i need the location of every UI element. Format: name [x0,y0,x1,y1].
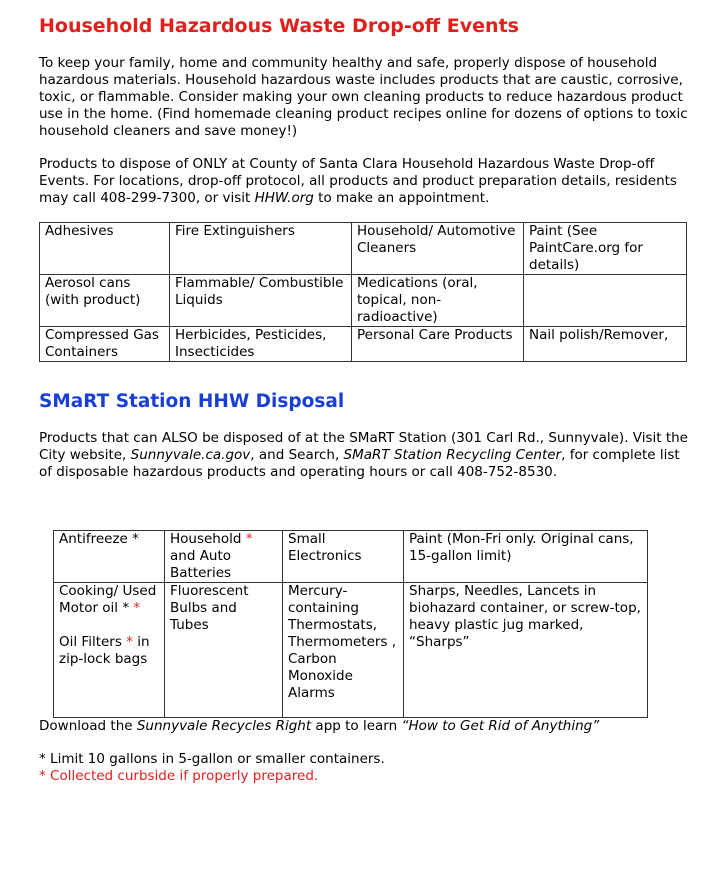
table-cell: Fire Extinguishers [170,223,352,275]
table-cell [54,583,165,718]
table-cell: Flammable/ Combustible Liquids [170,275,352,327]
cell-text: and Auto Batteries [170,548,232,581]
table-cell: Household/ Automotive Cleaners [352,223,524,275]
cell-text: in zip-lock bags [59,634,150,667]
curbside-asterisk: * [133,600,141,616]
cell-text: Household [170,531,242,547]
table-row [54,531,648,583]
table-cell: Fluorescent Bulbs and Tubes [165,583,283,718]
table-row [40,275,687,327]
smart-text: , and Search, [250,447,344,463]
download-line [39,718,599,735]
table-cell: Aerosol cans (with product) [40,275,170,327]
smart-text: , for complete list of disposable hazardous products and operating hours or call 408-752-8530. [39,447,680,480]
table-cell: Antifreeze * [54,531,165,583]
table-cell: Herbicides, Pesticides, Insecticides [170,327,352,362]
curbside-asterisk: * [245,531,253,547]
cell-text: Carbon Monoxide Alarms [288,651,353,701]
cell-text: Oil Filters [59,634,122,650]
table-cell: Paint (Mon-Fri only. Original cans, 15-gallon limit) [404,531,648,583]
download-text: Download the [39,718,137,734]
table-cell: Personal Care Products [352,327,524,362]
app-quote: “How to Get Rid of Anything” [401,718,600,734]
limit-note: * Limit 10 gallons in 5-gallon or smaller containers. [39,751,385,767]
table-row [40,223,687,275]
search-term: SMaRT Station Recycling Center [343,447,562,463]
hhw-events-heading: Household Hazardous Waste Drop-off Events [39,15,519,37]
hhw-products-table [39,222,687,362]
smart-station-heading: SMaRT Station HHW Disposal [39,391,345,412]
table-cell [165,531,283,583]
intro-paragraph: To keep your family, home and community healthy and safe, properly dispose of household hazardous materials. Household hazardous waste includes products that are caustic, corrosive, toxic, or flammable. Consider making your own cleaning products to reduce hazardous product use in the home. (Find homemade cleaning product recipes online for dozens of options to toxic household cleaners and save money!) [39,55,688,139]
curbside-asterisk: * [126,634,133,650]
table-row [54,583,648,718]
table-cell: Medications (oral, topical, non-radioactive) [352,275,524,327]
table-cell [524,275,687,327]
dispose-paragraph [39,156,689,207]
download-text: app to learn [311,718,402,734]
table-cell: Paint (See PaintCare.org for details) [524,223,687,275]
hhw-link[interactable]: HHW.org [254,190,314,206]
smart-text: Products that can ALSO be disposed of at the SMaRT Station (301 Carl Rd., Sunnyvale). Visit the City website, [39,430,688,463]
table-cell: Nail polish/Remover, [524,327,687,362]
table-cell: Adhesives [40,223,170,275]
cell-text: Mercury-containing Thermostats, Thermometers , [288,583,397,650]
table-cell: Small Electronics [283,531,404,583]
dispose-text-end: to make an appointment. [313,190,490,206]
app-name: Sunnyvale Recycles Right [136,718,312,734]
table-cell [283,583,404,718]
dispose-text: Products to dispose of ONLY at County of Santa Clara Household Hazardous Waste Drop-off Events. For locations, drop-off protocol, all products and product preparation details, residents may call 408-299-7300, or visit [39,156,677,206]
table-cell: Compressed Gas Containers [40,327,170,362]
curbside-note: * Collected curbside if properly prepared. [39,768,319,784]
smart-paragraph [39,430,689,481]
smart-products-table [53,530,648,718]
table-cell: Sharps, Needles, Lancets in biohazard container, or screw-top, heavy plastic jug marked, “Sharps” [404,583,648,718]
table-row [40,327,687,362]
city-website-link[interactable]: Sunnyvale.ca.gov [130,447,251,463]
cell-text: Cooking/ Used Motor oil * [59,583,157,616]
